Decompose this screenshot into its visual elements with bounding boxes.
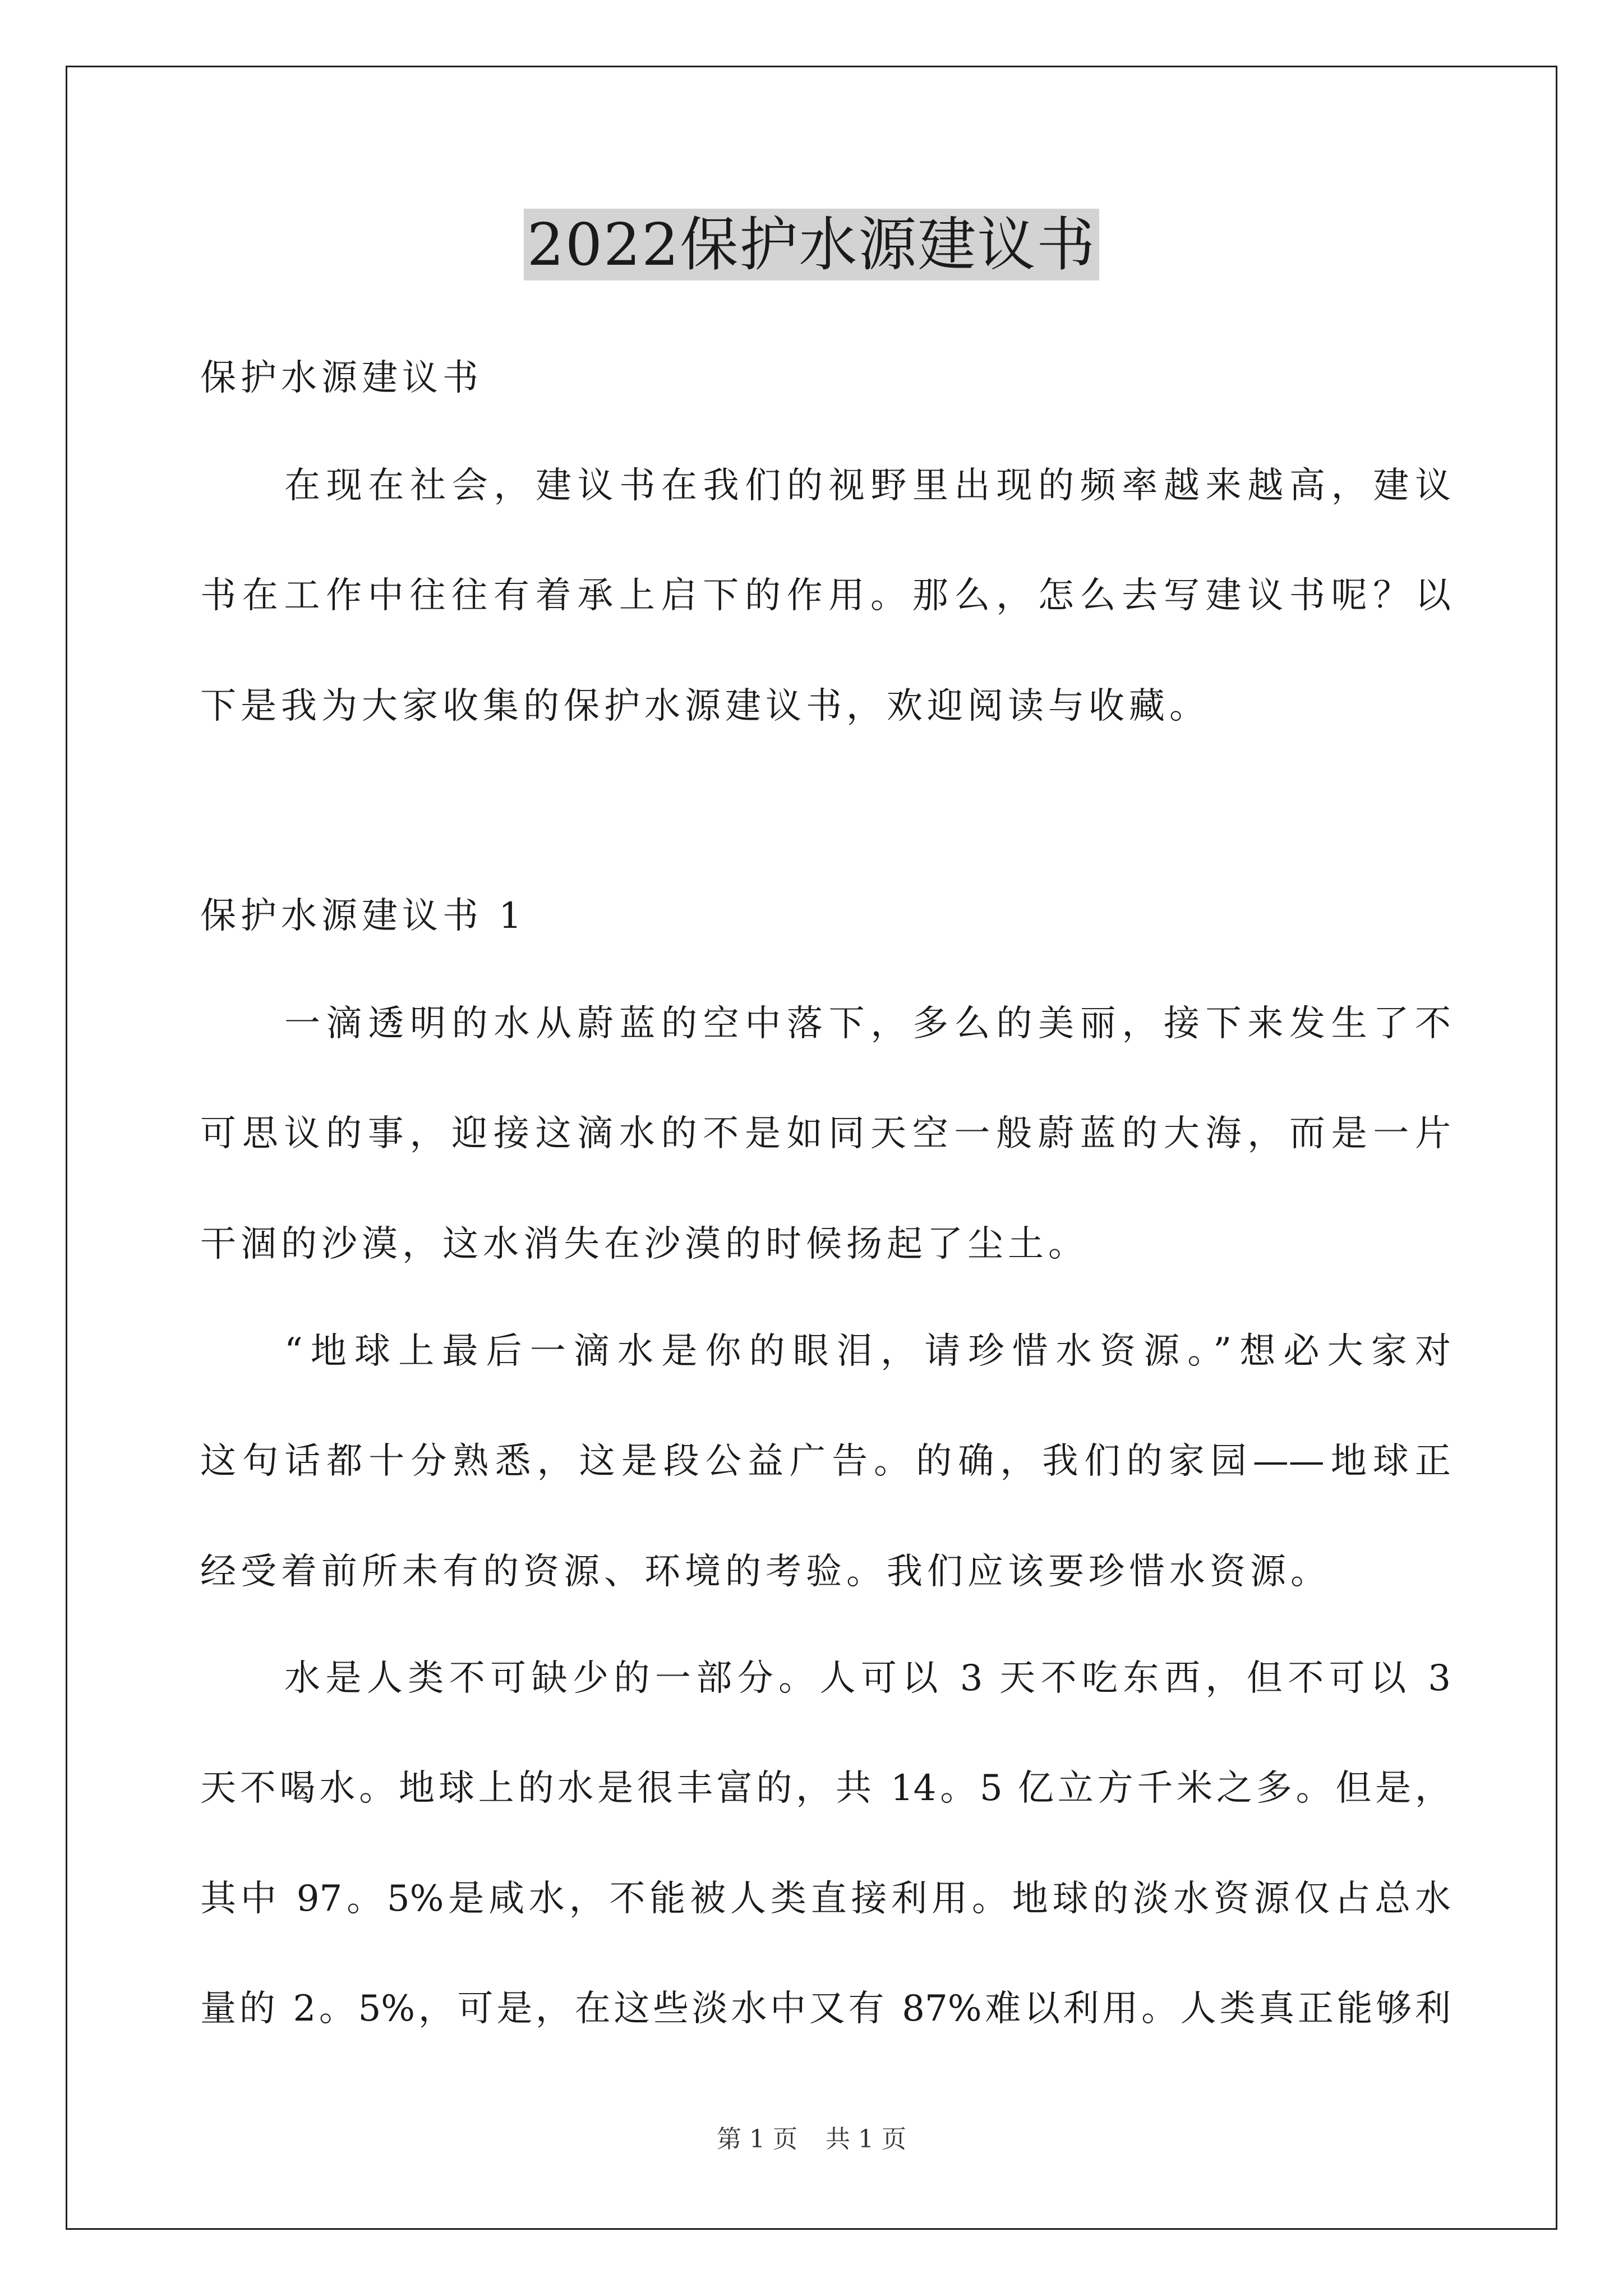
paragraph-line: 在现在社会，建议书在我们的视野里出现的频率越来越高，建议 [284, 465, 1451, 507]
title-container [0, 209, 1623, 280]
paragraph-line: 书在工作中往往有着承上启下的作用。那么，怎么去写建议书呢？以 [200, 575, 1451, 616]
paragraph-line: 下是我为大家收集的保护水源建议书，欢迎阅读与收藏。 [200, 685, 1210, 727]
page-number: 第 1 页 [717, 2125, 797, 2154]
page-total: 共 1 页 [826, 2125, 906, 2154]
paragraph-line: 这句话都十分熟悉，这是段公益广告。的确，我们的家园——地球正 [200, 1441, 1451, 1482]
paragraph-line: 可思议的事，迎接这滴水的不是如同天空一般蔚蓝的大海，而是一片 [200, 1113, 1451, 1154]
paragraph-line: 其中 97。5%是咸水，不能被人类直接利用。地球的淡水资源仅占总水 [200, 1878, 1451, 1920]
page-footer [0, 2124, 1623, 2155]
section-heading: 保护水源建议书 1 [200, 895, 527, 937]
paragraph-line: 一滴透明的水从蔚蓝的空中落下，多么的美丽，接下来发生了不 [284, 1003, 1451, 1045]
paragraph-line: “地球上最后一滴水是你的眼泪，请珍惜水资源。”想必大家对 [284, 1331, 1451, 1372]
document-title: 2022保护水源建议书 [524, 209, 1100, 280]
paragraph-line: 干涸的沙漠，这水消失在沙漠的时候扬起了尘土。 [200, 1223, 1089, 1265]
paragraph-line: 天不喝水。地球上的水是很丰富的，共 14。5 亿立方千米之多。但是， [200, 1768, 1451, 1809]
paragraph-line: 经受着前所未有的资源、环境的考验。我们应该要珍惜水资源。 [200, 1551, 1331, 1593]
subtitle-line: 保护水源建议书 [200, 357, 483, 399]
paragraph-line: 量的 2。5%，可是，在这些淡水中又有 87%难以利用。人类真正能够利 [200, 1988, 1451, 2030]
paragraph-line: 水是人类不可缺少的一部分。人可以 3 天不吃东西，但不可以 3 [284, 1658, 1451, 1699]
